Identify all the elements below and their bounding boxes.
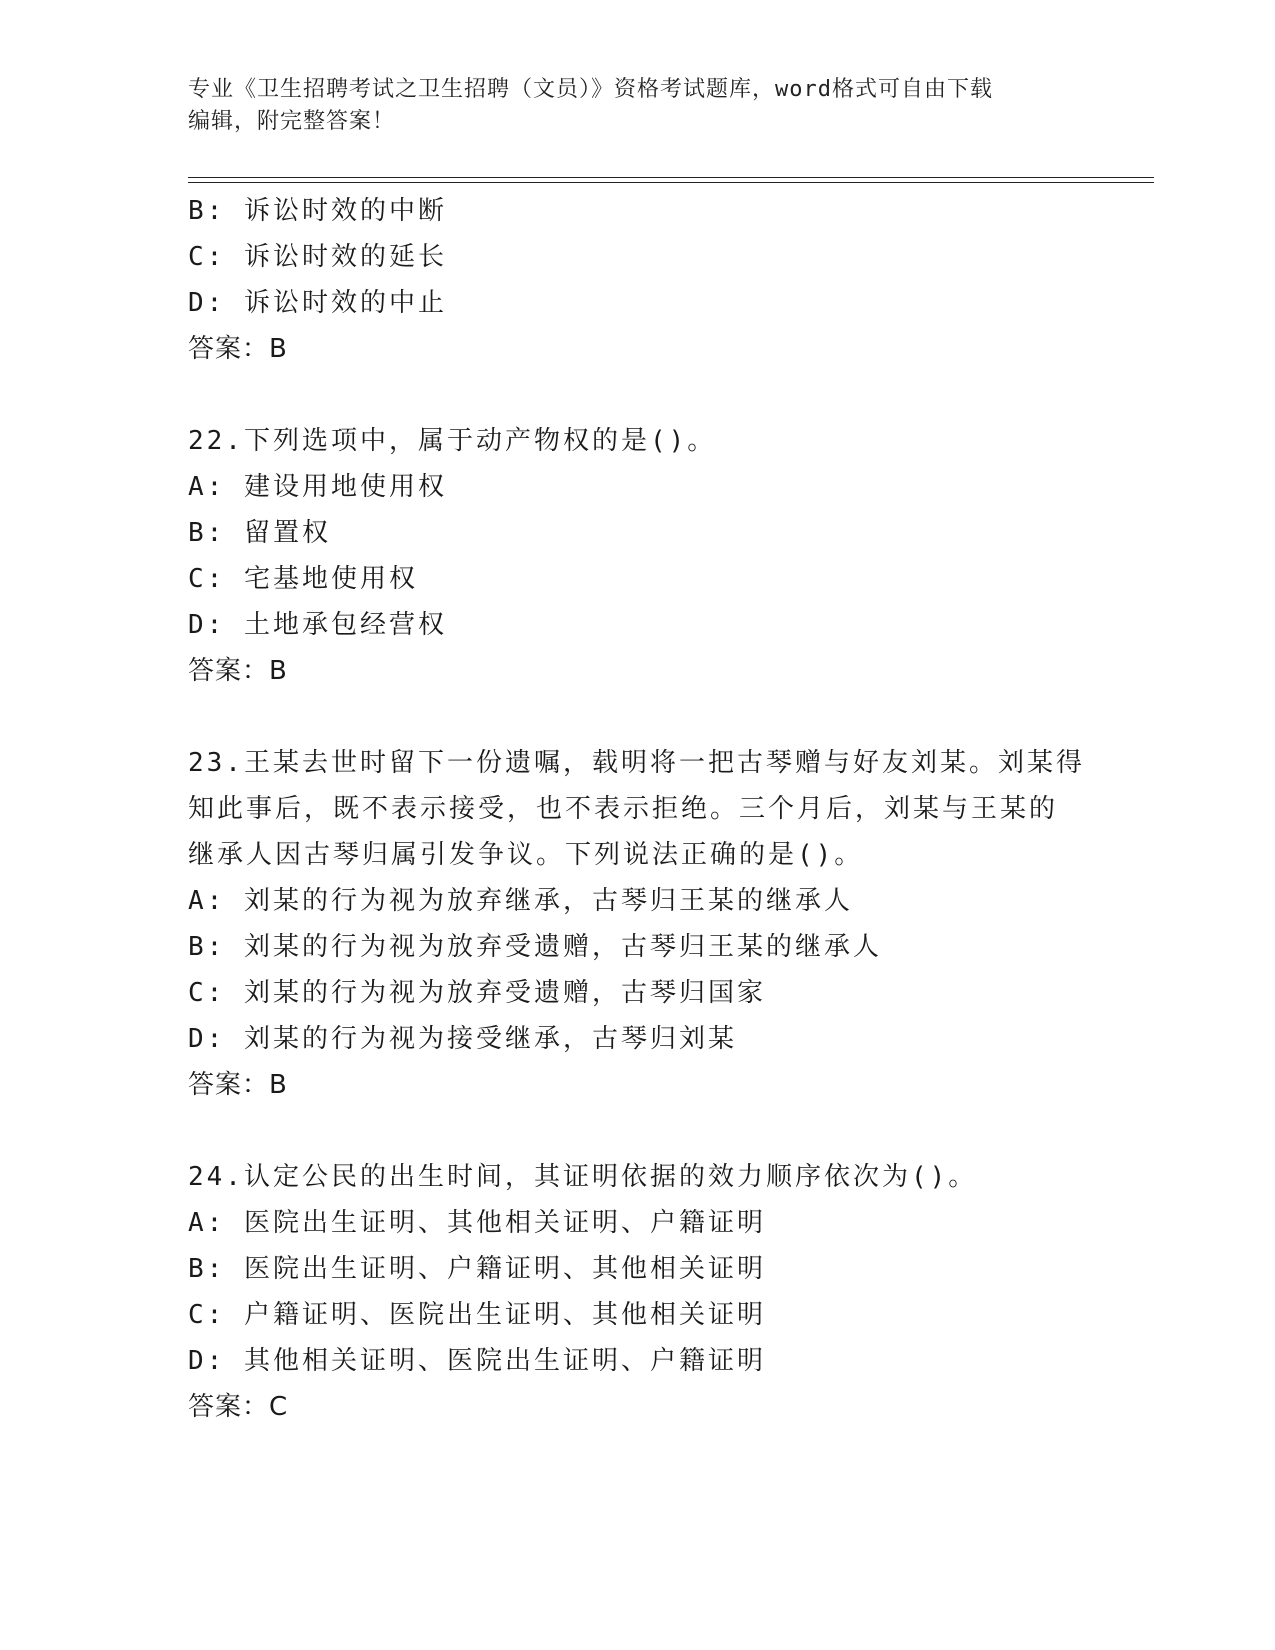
option-c: C: 宅基地使用权 bbox=[188, 564, 418, 594]
spacer bbox=[188, 1108, 1088, 1154]
option-d: D: 其他相关证明、医院出生证明、户籍证明 bbox=[188, 1346, 766, 1376]
question-stem: 22.下列选项中，属于动产物权的是()。 bbox=[188, 426, 717, 456]
question-stem-line-1: 23.王某去世时留下一份遗嘱，载明将一把古琴赠与好友刘某。刘某得 bbox=[188, 748, 1085, 778]
question-stem-line-2: 知此事后，既不表示接受，也不表示拒绝。三个月后，刘某与王某的 bbox=[188, 794, 1059, 824]
option-a: A: 建设用地使用权 bbox=[188, 472, 447, 502]
answer-line: 答案：B bbox=[188, 656, 288, 686]
question-23 bbox=[188, 740, 1088, 1108]
option-d: D: 土地承包经营权 bbox=[188, 610, 447, 640]
option-d: D: 诉讼时效的中止 bbox=[188, 288, 447, 318]
option-c: C: 刘某的行为视为放弃受遗赠，古琴归国家 bbox=[188, 978, 766, 1008]
question-stem: 24.认定公民的出生时间，其证明依据的效力顺序依次为()。 bbox=[188, 1162, 978, 1192]
answer-line: 答案：B bbox=[188, 1070, 288, 1100]
option-c: C: 户籍证明、医院出生证明、其他相关证明 bbox=[188, 1300, 766, 1330]
option-d: D: 刘某的行为视为接受继承，古琴归刘某 bbox=[188, 1024, 737, 1054]
option-b: B: 留置权 bbox=[188, 518, 331, 548]
answer-line: 答案：C bbox=[188, 1392, 289, 1422]
header-divider-bottom bbox=[188, 182, 1154, 183]
question-24 bbox=[188, 1154, 1088, 1430]
question-21-continued bbox=[188, 188, 1088, 372]
header-line-1: 专业《卫生招聘考试之卫生招聘（文员）》资格考试题库，word格式可自由下载 bbox=[188, 77, 993, 102]
option-a: A: 医院出生证明、其他相关证明、户籍证明 bbox=[188, 1208, 766, 1238]
option-b: B: 诉讼时效的中断 bbox=[188, 196, 447, 226]
spacer bbox=[188, 694, 1088, 740]
answer-line: 答案：B bbox=[188, 334, 288, 364]
document-header bbox=[188, 74, 1088, 138]
header-line-2: 编辑，附完整答案！ bbox=[188, 109, 396, 134]
question-stem-line-3: 继承人因古琴归属引发争议。下列说法正确的是()。 bbox=[188, 840, 864, 870]
question-list bbox=[188, 188, 1088, 1430]
option-a: A: 刘某的行为视为放弃继承，古琴归王某的继承人 bbox=[188, 886, 853, 916]
header-divider-top bbox=[188, 177, 1154, 178]
question-22 bbox=[188, 418, 1088, 694]
option-b: B: 刘某的行为视为放弃受遗赠，古琴归王某的继承人 bbox=[188, 932, 882, 962]
option-b: B: 医院出生证明、户籍证明、其他相关证明 bbox=[188, 1254, 766, 1284]
option-c: C: 诉讼时效的延长 bbox=[188, 242, 447, 272]
spacer bbox=[188, 372, 1088, 418]
